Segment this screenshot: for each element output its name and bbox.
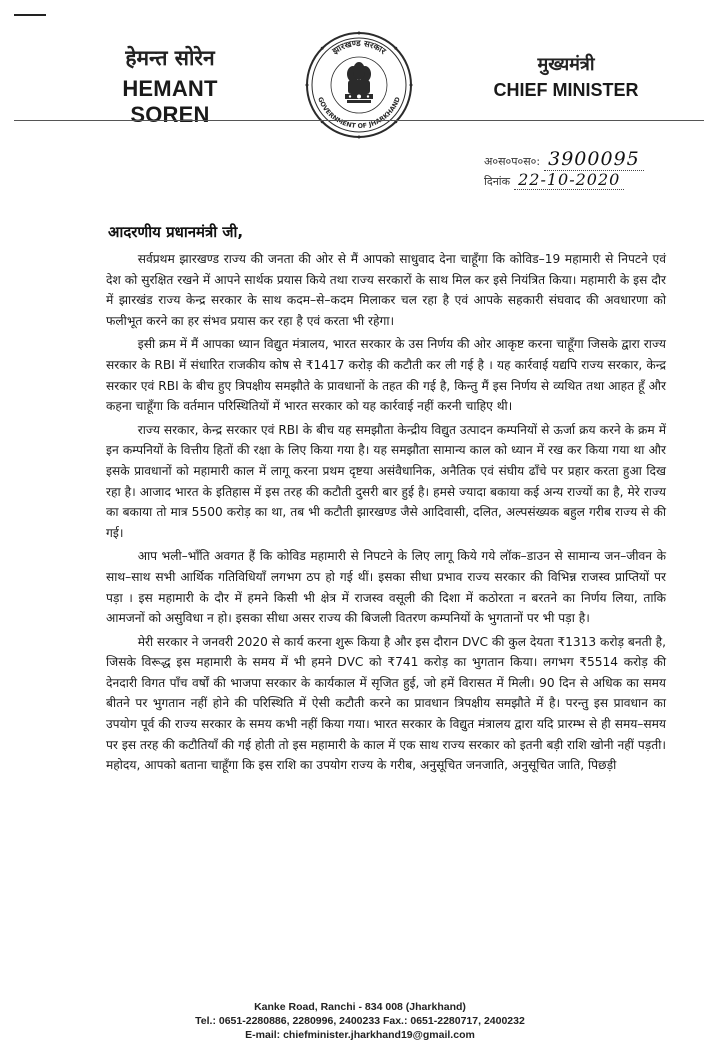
title-hindi: मुख्यमंत्री: [537, 54, 595, 75]
emblem-top-text: झारखण्ड सरकार: [330, 38, 388, 57]
letterhead-name-block: [80, 44, 260, 128]
emblem-bottom-text: GOVERNMENT OF JHARKHAND: [316, 95, 402, 131]
footer-address: Kanke Road, Ranchi - 834 008 (Jharkhand): [254, 1001, 466, 1013]
reference-block: [484, 148, 704, 192]
svg-text:झारखण्ड सरकार: [330, 39, 388, 57]
footer-email: E-mail: chiefminister.jharkhand19@gmail.com: [245, 1029, 475, 1041]
reference-number-row: [484, 148, 704, 170]
paragraph-1: सर्वप्रथम झारखण्ड राज्य की जनता की ओर से मैं आपको साधुवाद देना चाहूँगा कि कोविड–19 महामारी से निपटने एवं देश को सुरक्षित रखने में आपने सार्थक प्रयास किये तथा राज्य सरकारों के साथ मिल कर इसे नियंत्रित किया। महामारी के इस दौर में झारखंड राज्य केन्द्र सरकार के साथ कदम–से–कदम मिलाकर चल रहा है एवं आपके सहकारी संघवाद की अवधारणा को फलीभूत करने का हर संभव प्रयास कर रहा है एवं करता भी रहेगा।: [106, 252, 666, 328]
letter-footer: [0, 1000, 720, 1042]
name-english: HEMANT SOREN: [122, 76, 218, 127]
title-english: CHIEF MINISTER: [493, 80, 639, 100]
salutation: आदरणीय प्रधानमंत्री जी,: [108, 223, 244, 241]
paragraph-2: इसी क्रम में मैं आपका ध्यान विद्युत मंत्रालय, भारत सरकार के उस निर्णय की ओर आकृष्ट करना चाहूँगा जिसके द्वारा राज्य सरकार के RBI में संधारित राजकीय कोष से ₹1417 करोड़ की कटौती कर ली गई है । यह कार्रवाई यद्यपि राज्य सरकार, केन्द्र सरकार एवं RBI के बीच हुए त्रिपक्षीय समझौते के प्रावधानों के तहत की गई है, किन्तु मैं इस निर्णय से व्यथित तथा आहत हूँ और कहना चाहूँगा कि वर्तमान परिस्थितियों में भारत सरकार को यह कार्रवाई नहीं करनी चाहिए थी।: [106, 337, 666, 414]
paragraph-5: मेरी सरकार ने जनवरी 2020 से कार्य करना शुरू किया है और इस दौरान DVC की कुल देयता ₹1313 करोड़ बनती है, जिसके विरूद्ध इस महामारी के समय में भी हमने DVC को ₹741 करोड़ का भुगतान किया। लगभग ₹5514 करोड़ की देनदारी विगत पाँच वर्षों की भाजपा सरकार के कार्यकाल में सृजित हुई, जो हमें विरासत में मिली। 90 दिन से अधिक का समय बीतने पर भुगतान नहीं होने की परिस्थिति में ऐसी कटौती करने का प्रावधान त्रिपक्षीय समझौते में है। परन्तु इस प्रावधान का उपयोग पूर्व की राज्य सरकार के समय कभी नहीं किया गया। भारत सरकार के विद्युत मंत्रालय द्वारा यदि प्रारम्भ से ही समय–समय पर इस तरह की कटौतियाँ की गई होती तो इस महामारी के काल में एक साथ राज्य सरकार को इतनी बड़ी राशि खोनी नहीं पड़ती। महोदय, आपको बताना चाहूँगा कि इस राशि का उपयोग राज्य के गरीब, अनुसूचित जनजाति, अनुसूचित जाति, पिछड़ी: [106, 634, 666, 773]
letter-body: [106, 249, 666, 779]
reference-number-value: 3900095: [544, 148, 644, 171]
reference-number-label: अ०स०प०स०:: [484, 155, 541, 168]
paragraph-3: राज्य सरकार, केन्द्र सरकार एवं RBI के बीच यह समझौता केन्द्रीय विद्युत उत्पादन कम्पनियों से ऊर्जा क्रय करने के क्रम में इन कम्पनियों के वित्तीय हितों की रक्षा के लिए किया गया है। यह समझौता सामान्य काल को ध्यान में रख कर किया गया था और इसके प्रावधानों को महामारी काल में लागू करना प्रथम दृष्टया असंवैधानिक, अनैतिक एवं संघीय ढाँचे पर प्रहार करता हुआ दिख रहा है। आजाद भारत के इतिहास में इस तरह की कटौती दुसरी बार हुई है। हमसे ज्यादा बकाया कई अन्य राज्यों का है, मेरे राज्य का बकाया तो मात्र 5500 करोड़ का था, तब भी कटौती झारखण्ड जैसे आदिवासी, दलित, अल्पसंख्यक बहुल गरीब राज्य से की गई।: [106, 422, 666, 540]
footer-phones: Tel.: 0651-2280886, 2280996, 2400233 Fax.: 0651-2280717, 2400232: [195, 1015, 525, 1027]
name-hindi: हेमन्त सोरेन: [125, 45, 215, 70]
letterhead-title-block: [486, 52, 646, 101]
paragraph-4: आप भली–भाँति अवगत हैं कि कोविड महामारी से निपटने के लिए लागू किये गये लॉक–डाउन से सामान्य जन–जीवन के साथ–साथ सभी आर्थिक गतिविधियाँ लगभग ठप हो गई थीं। इसका सीधा प्रभाव राज्य सरकार की विभिन्न राजस्व प्राप्तियों पर पड़ा । इस महामारी के दौर में हमने किसी भी क्षेत्र में राजस्व वसूली की दिशा में कठोरता न बरतने का निर्णय लिया, ताकि आमजनों को असुविधा न हो। इसका सीधा असर राज्य की बिजली वितरण कम्पनियों के भुगतानों पर भी पड़ा है।: [106, 549, 666, 626]
state-emblem-icon: [304, 30, 414, 140]
reference-date-row: [484, 170, 704, 192]
reference-date-value: 22-10-2020: [514, 170, 624, 190]
reference-date-label: दिनांक: [484, 175, 511, 188]
header-divider: [14, 120, 704, 121]
corner-mark: [14, 14, 46, 16]
